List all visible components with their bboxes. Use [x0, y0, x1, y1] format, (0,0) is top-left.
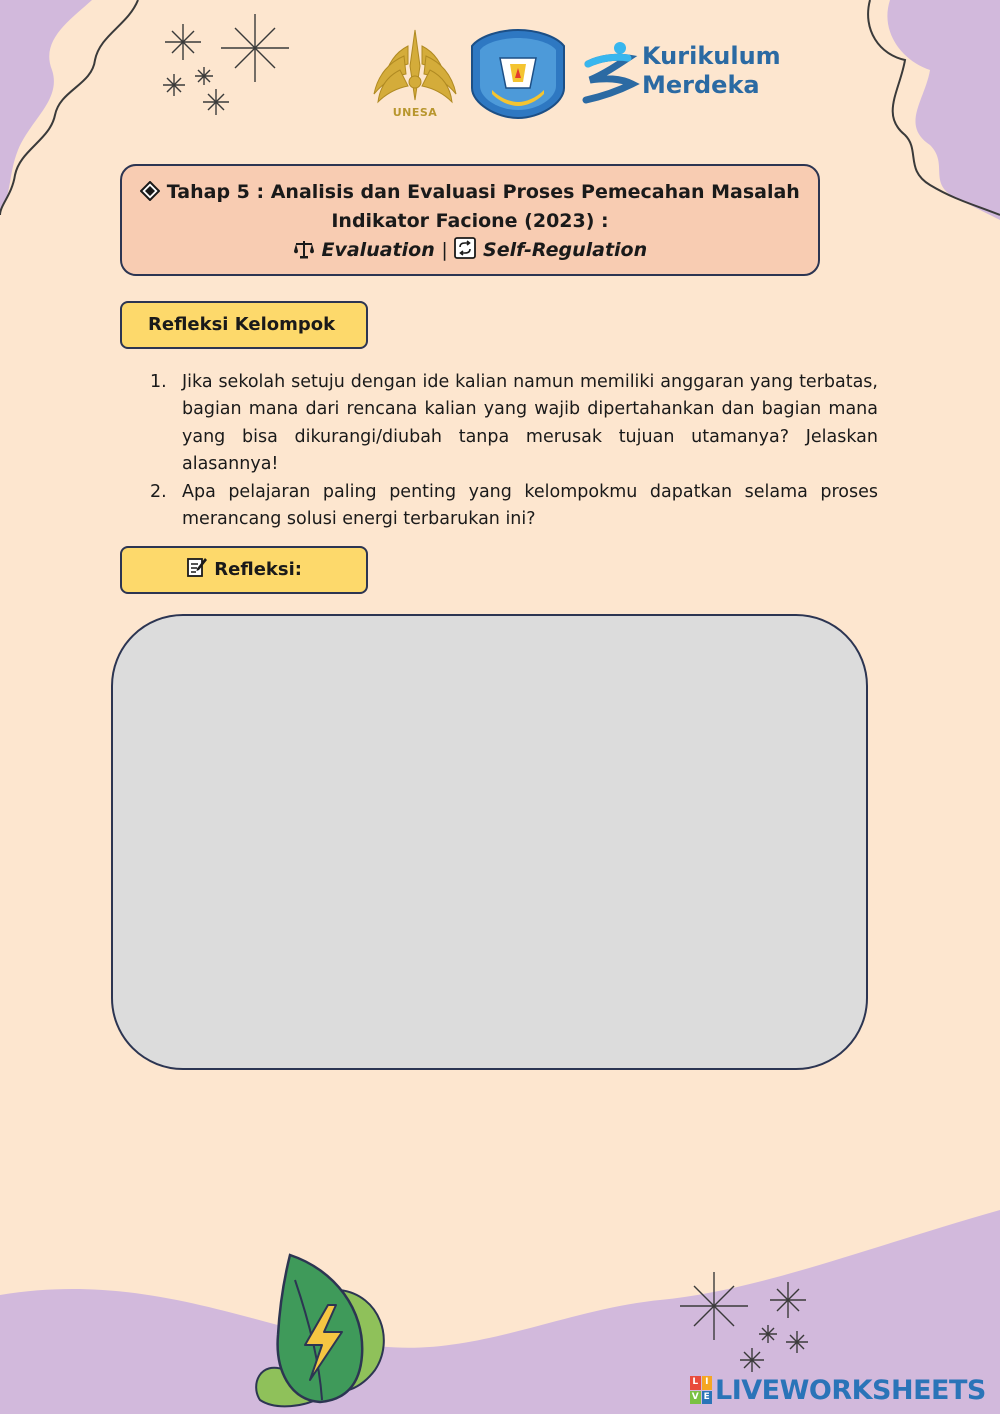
reflection-label-text: Refleksi:	[214, 559, 302, 580]
skills-separator: |	[441, 239, 448, 261]
question-text: Jika sekolah setuju dengan ide kalian namun memiliki anggaran yang terbatas, bagian mana dari rencana kalian yang wajib dipertahankan dan bagian mana yang bisa dikurangi/diubah tanpa merusak tujuan utamanya? Jelaskan alasannya!	[182, 372, 878, 475]
stage-skills-line	[122, 236, 818, 265]
kurikulum-merdeka-logo	[580, 40, 790, 104]
stage-title-text: Tahap 5 : Analisis dan Evaluasi Proses Pemecahan Masalah	[166, 181, 800, 203]
memo-icon	[186, 556, 208, 578]
leaf-lightning-icon	[250, 1250, 400, 1410]
unesa-logo	[368, 26, 462, 126]
self-regulation-label: Self-Regulation	[483, 239, 648, 261]
merdeka-text: Merdeka	[642, 71, 760, 99]
evaluation-label: Evaluation	[321, 239, 435, 261]
unesa-logo-text: UNESA	[392, 106, 438, 119]
stage-title-box	[120, 164, 820, 276]
question-number: 2.	[150, 481, 167, 502]
question-text: Apa pelajaran paling penting yang kelompokmu dapatkan selama proses merancang solusi energi terbarukan ini?	[182, 481, 878, 530]
question-item	[150, 369, 878, 479]
stage-indicator-line: Indikator Facione (2023) :	[331, 210, 609, 232]
liveworksheets-text: LIVEWORKSHEETS	[715, 1374, 986, 1406]
diamond-icon	[140, 181, 160, 201]
reflection-label	[120, 546, 368, 594]
liveworksheets-logo-icon: L I V E	[690, 1376, 712, 1404]
question-list	[150, 369, 878, 533]
repeat-icon	[454, 237, 476, 259]
group-reflection-label: Refleksi Kelompok	[120, 301, 368, 349]
stage-title-line1	[122, 178, 818, 207]
liveworksheets-brand	[690, 1372, 986, 1408]
question-item	[150, 479, 878, 534]
kurikulum-text: Kurikulum	[642, 42, 781, 70]
question-number: 1.	[150, 372, 167, 392]
reflection-answer-input[interactable]	[111, 614, 868, 1070]
scales-icon	[293, 239, 315, 259]
tut-wuri-handayani-logo	[470, 28, 566, 120]
